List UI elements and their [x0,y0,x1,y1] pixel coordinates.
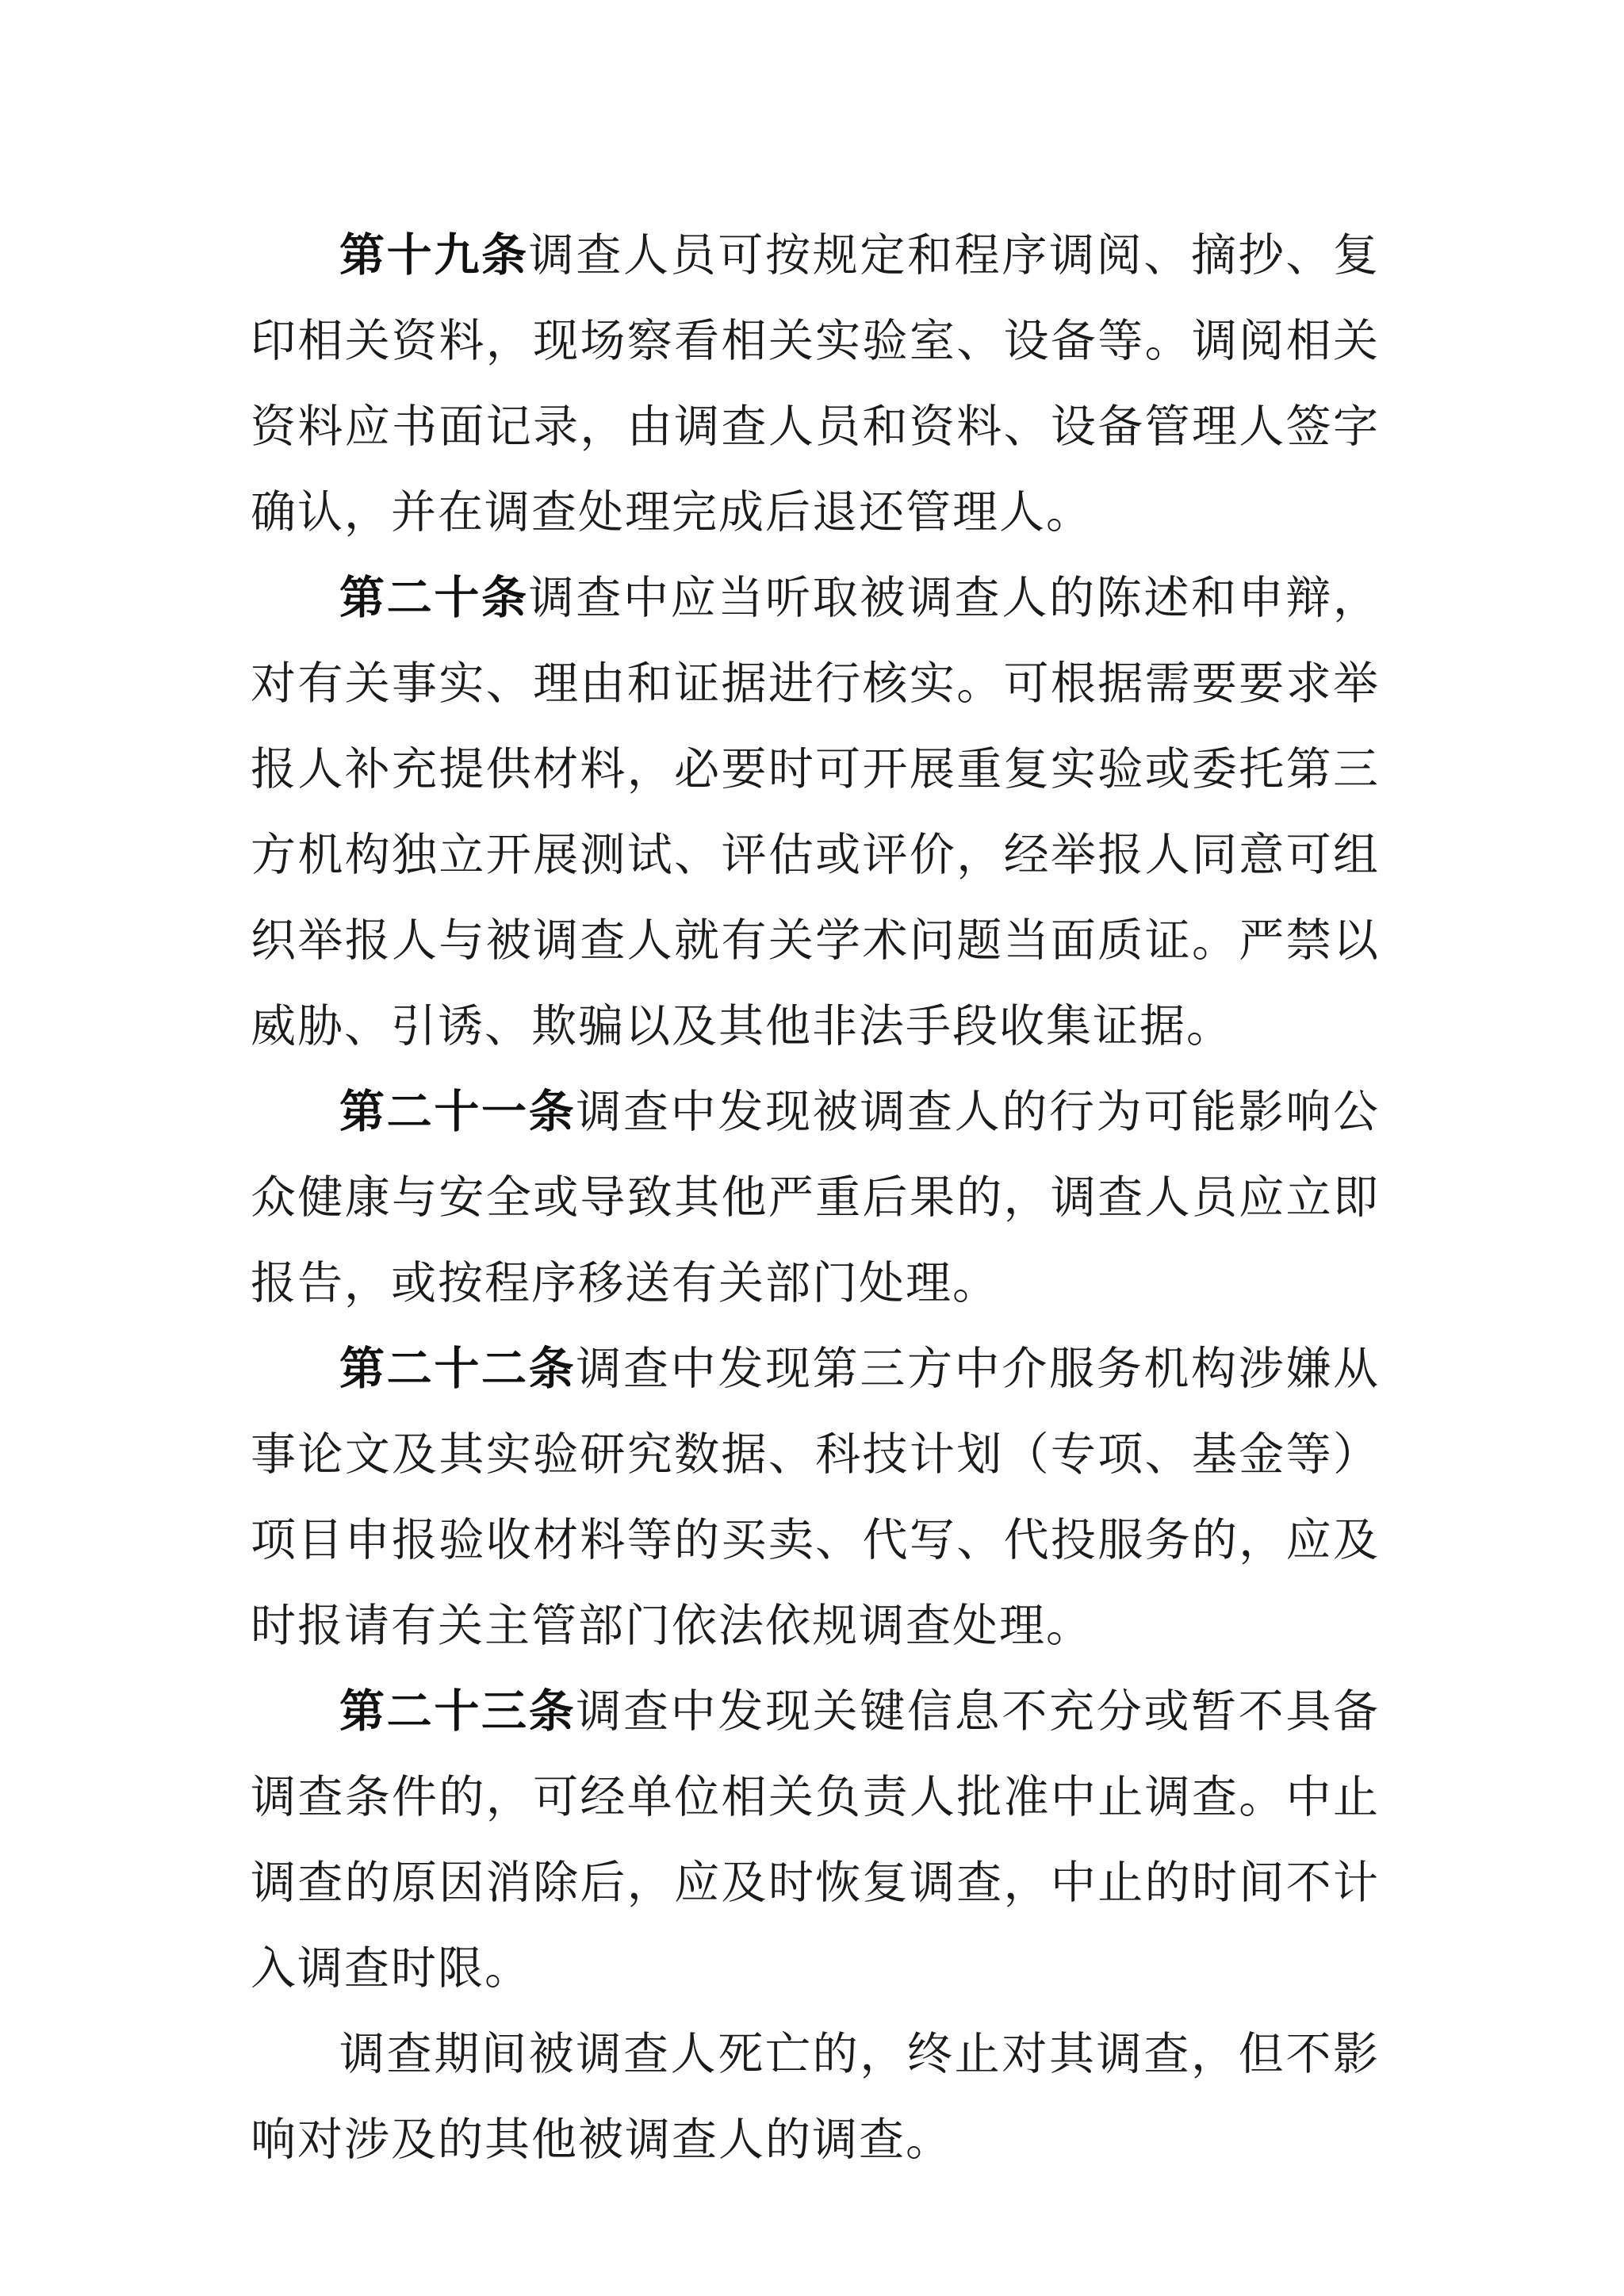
article-number: 第二十三条 [339,1685,576,1738]
article-number: 第二十一条 [339,1086,576,1138]
article-21 [251,1069,1380,1326]
article-number: 第二十二条 [339,1343,576,1395]
document-body [251,213,1380,2183]
article-text: 调查中发现被调查人的行为可能影响公众健康与安全或导致其他严重后果的，调查人员应立即报告，或按程序移送有关部门处理。 [251,1086,1381,1309]
article-number: 第二十条 [339,572,529,624]
article-text: 调查中发现关键信息不充分或暂不具备调查条件的，可经单位相关负责人批准中止调查。中止调查的原因消除后，应及时恢复调查，中止的时间不计入调查时限。 [251,1685,1381,1995]
closing-paragraph: 调查期间被调查人死亡的，终止对其调查，但不影响对涉及的其他被调查人的调查。 [251,2028,1380,2166]
article-text: 调查中发现第三方中介服务机构涉嫌从事论文及其实验研究数据、科技计划（专项、基金等）项目申报验收材料等的买卖、代写、代投服务的，应及时报请有关主管部门依法依规调查处理。 [251,1343,1381,1652]
article-19 [251,213,1380,555]
article-text: 调查中应当听取被调查人的陈述和申辩，对有关事实、理由和证据进行核实。可根据需要要求举报人补充提供材料，必要时可开展重复实验或委托第三方机构独立开展测试、评估或评价，经举报人同意可组织举报人与被调查人就有关学术问题当面质证。严禁以威胁、引诱、欺骗以及其他非法手段收集证据。 [251,572,1381,1052]
article-23 [251,1669,1380,2011]
article-number: 第十九条 [339,229,529,282]
article-22 [251,1326,1380,1669]
article-20 [251,555,1380,1069]
article-text: 调查人员可按规定和程序调阅、摘抄、复印相关资料，现场察看相关实验室、设备等。调阅相关资料应书面记录，由调查人员和资料、设备管理人签字确认，并在调查处理完成后退还管理人。 [251,229,1381,539]
